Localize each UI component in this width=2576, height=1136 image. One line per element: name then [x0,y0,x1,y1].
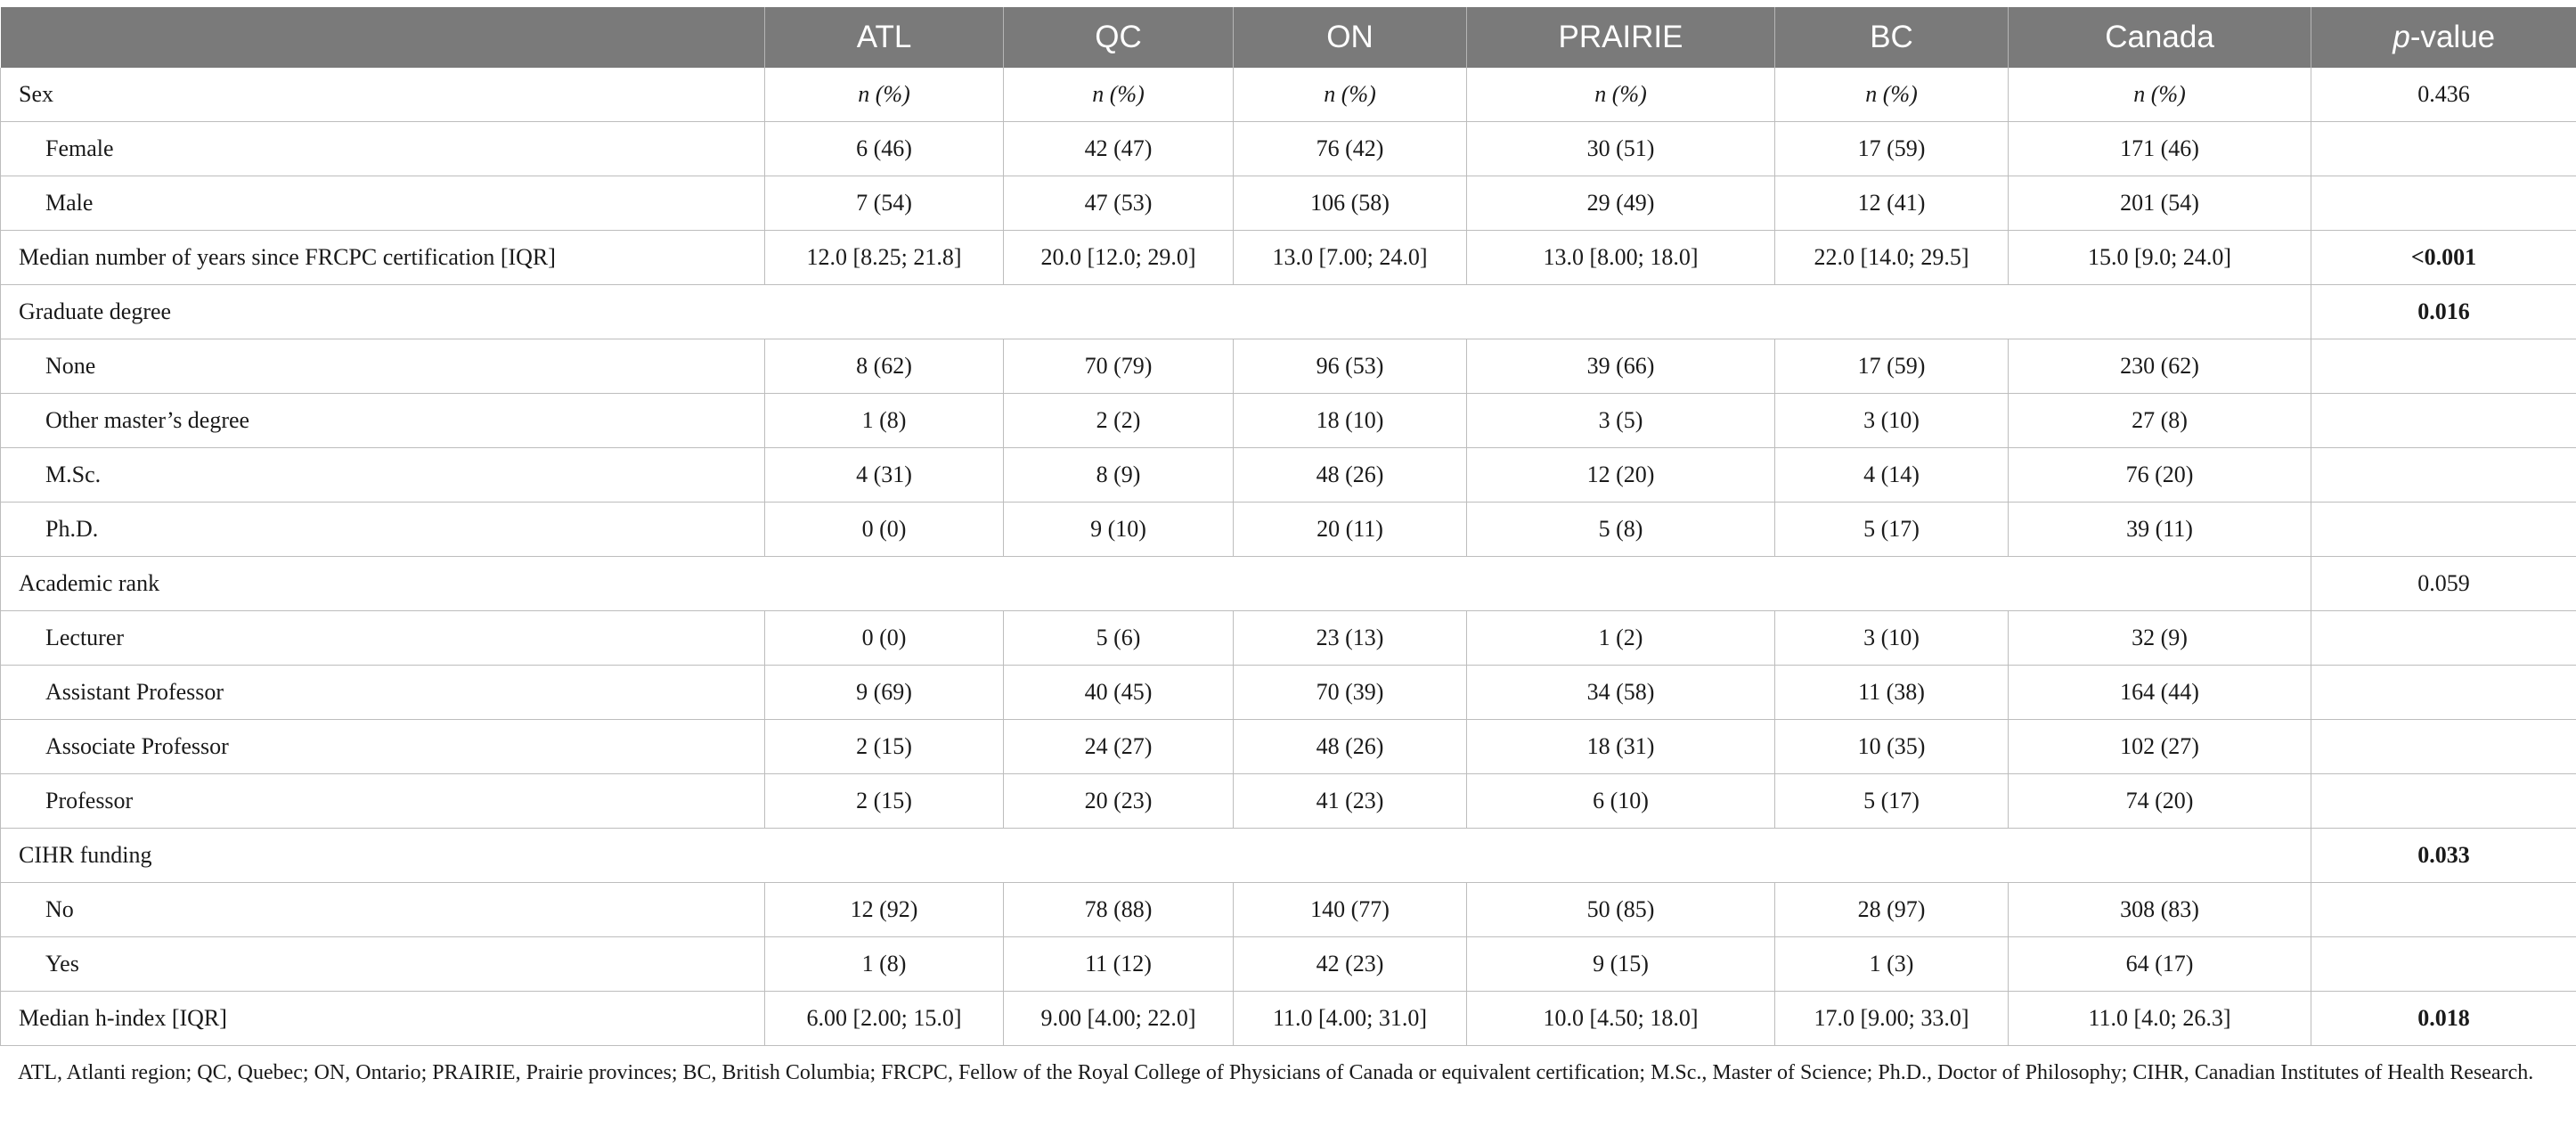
table-cell: n (%) [1775,68,2009,122]
table-row [1,122,2576,176]
table-cell: 4 (14) [1775,448,2009,503]
table-cell: 12.0 [8.25; 21.8] [765,231,1004,285]
row-label: M.Sc. [1,448,765,503]
table-cell: n (%) [2009,68,2311,122]
header-qc: QC [1004,7,1234,68]
table-cell: 164 (44) [2009,666,2311,720]
table-cell: 41 (23) [1234,774,1467,829]
table-cell: 0 (0) [765,611,1004,666]
table-cell: 171 (46) [2009,122,2311,176]
table-row [1,611,2576,666]
table-cell: n (%) [765,68,1004,122]
table-cell: 20 (23) [1004,774,1234,829]
header-canada: Canada [2009,7,2311,68]
table-cell: n (%) [1234,68,1467,122]
table-cell: 5 (17) [1775,503,2009,557]
table-cell: 9 (69) [765,666,1004,720]
row-label: Median number of years since FRCPC certification [IQR] [1,231,765,285]
table-cell: 50 (85) [1467,883,1775,937]
table-cell: 9 (15) [1467,937,1775,992]
row-label: Associate Professor [1,720,765,774]
pvalue-cell [2311,503,2576,557]
table-footnote: ATL, Atlanti region; QC, Quebec; ON, Ontario; PRAIRIE, Prairie provinces; BC, British Columbia; FRCPC, Fellow of the Royal College of Physicians of Canada or equivalent certification; M.Sc., Master of Science; Ph.D., Doctor of Philosophy; CIHR, Canadian Institutes of Health Research. [18,1061,2534,1084]
pvalue-cell [2311,339,2576,394]
table-cell: 5 (6) [1004,611,1234,666]
section-label: CIHR funding [1,829,2311,883]
table-cell: 12 (41) [1775,176,2009,231]
table-cell: 7 (54) [765,176,1004,231]
table-cell: 3 (5) [1467,394,1775,448]
table-cell: 48 (26) [1234,448,1467,503]
section-row [1,557,2576,611]
row-label: No [1,883,765,937]
table-cell: 9.00 [4.00; 22.0] [1004,992,1234,1046]
table-cell: 13.0 [7.00; 24.0] [1234,231,1467,285]
table-cell: 8 (9) [1004,448,1234,503]
table-cell: 70 (39) [1234,666,1467,720]
row-label: Professor [1,774,765,829]
header-pvalue [2311,7,2576,68]
table-row [1,774,2576,829]
table-cell: 1 (3) [1775,937,2009,992]
table-cell: 12 (92) [765,883,1004,937]
table-cell: 18 (10) [1234,394,1467,448]
table-cell: 11.0 [4.00; 31.0] [1234,992,1467,1046]
table-cell: 15.0 [9.0; 24.0] [2009,231,2311,285]
row-label: Median h-index [IQR] [1,992,765,1046]
table-cell: 20 (11) [1234,503,1467,557]
row-label: Female [1,122,765,176]
table-cell: 10.0 [4.50; 18.0] [1467,992,1775,1046]
table-cell: 42 (23) [1234,937,1467,992]
header-pvalue-rest: -value [2409,20,2496,54]
table-cell: 6 (46) [765,122,1004,176]
table-cell: 42 (47) [1004,122,1234,176]
table-row [1,883,2576,937]
table-row [1,68,2576,122]
pvalue-cell: <0.001 [2311,231,2576,285]
table-cell: 106 (58) [1234,176,1467,231]
table-cell: n (%) [1467,68,1775,122]
table-cell: 27 (8) [2009,394,2311,448]
pvalue-cell [2311,448,2576,503]
table-cell: 32 (9) [2009,611,2311,666]
section-row [1,285,2576,339]
table-cell: 102 (27) [2009,720,2311,774]
table-cell: 29 (49) [1467,176,1775,231]
table-cell: 20.0 [12.0; 29.0] [1004,231,1234,285]
table-cell: 8 (62) [765,339,1004,394]
table-cell: 47 (53) [1004,176,1234,231]
table-cell: 34 (58) [1467,666,1775,720]
table-cell: 48 (26) [1234,720,1467,774]
table-cell: n (%) [1004,68,1234,122]
header-row [1,7,2576,68]
table-cell: 1 (2) [1467,611,1775,666]
table-cell: 9 (10) [1004,503,1234,557]
table-row [1,666,2576,720]
table-cell: 22.0 [14.0; 29.5] [1775,231,2009,285]
table-row [1,992,2576,1046]
header-bc: BC [1775,7,2009,68]
table-row [1,231,2576,285]
table-cell: 12 (20) [1467,448,1775,503]
table-cell: 0 (0) [765,503,1004,557]
header-on: ON [1234,7,1467,68]
data-table [0,7,2576,1046]
table-cell: 76 (20) [2009,448,2311,503]
section-label: Graduate degree [1,285,2311,339]
table-cell: 17 (59) [1775,339,2009,394]
header-pvalue-italic: p [2393,20,2410,54]
table-cell: 30 (51) [1467,122,1775,176]
pvalue-cell: 0.033 [2311,829,2576,883]
table-row [1,720,2576,774]
section-row [1,829,2576,883]
table-cell: 17.0 [9.00; 33.0] [1775,992,2009,1046]
row-label: Other master’s degree [1,394,765,448]
table-cell: 64 (17) [2009,937,2311,992]
table-cell: 40 (45) [1004,666,1234,720]
table-cell: 23 (13) [1234,611,1467,666]
table-cell: 1 (8) [765,937,1004,992]
table-cell: 3 (10) [1775,611,2009,666]
pvalue-cell [2311,122,2576,176]
row-label: None [1,339,765,394]
row-label: Assistant Professor [1,666,765,720]
header-label [1,7,765,68]
table-cell: 6 (10) [1467,774,1775,829]
table-cell: 3 (10) [1775,394,2009,448]
header-atl: ATL [765,7,1004,68]
pvalue-cell [2311,720,2576,774]
table-cell: 18 (31) [1467,720,1775,774]
pvalue-cell [2311,611,2576,666]
table-row [1,394,2576,448]
table-row [1,448,2576,503]
pvalue-cell: 0.059 [2311,557,2576,611]
table-cell: 39 (11) [2009,503,2311,557]
table-cell: 2 (15) [765,774,1004,829]
table-cell: 78 (88) [1004,883,1234,937]
table-cell: 6.00 [2.00; 15.0] [765,992,1004,1046]
table-cell: 28 (97) [1775,883,2009,937]
pvalue-cell [2311,666,2576,720]
table-cell: 11.0 [4.0; 26.3] [2009,992,2311,1046]
table-row [1,339,2576,394]
table-cell: 70 (79) [1004,339,1234,394]
pvalue-cell [2311,394,2576,448]
pvalue-cell: 0.436 [2311,68,2576,122]
table-cell: 140 (77) [1234,883,1467,937]
table-cell: 74 (20) [2009,774,2311,829]
row-label: Sex [1,68,765,122]
table-cell: 39 (66) [1467,339,1775,394]
pvalue-cell [2311,176,2576,231]
pvalue-cell: 0.016 [2311,285,2576,339]
table-cell: 17 (59) [1775,122,2009,176]
table-cell: 10 (35) [1775,720,2009,774]
table-cell: 201 (54) [2009,176,2311,231]
section-label: Academic rank [1,557,2311,611]
table-cell: 11 (38) [1775,666,2009,720]
pvalue-cell [2311,774,2576,829]
table-cell: 96 (53) [1234,339,1467,394]
row-label: Lecturer [1,611,765,666]
header-prairie: PRAIRIE [1467,7,1775,68]
table-cell: 11 (12) [1004,937,1234,992]
table-cell: 5 (17) [1775,774,2009,829]
pvalue-cell [2311,883,2576,937]
pvalue-cell [2311,937,2576,992]
table-cell: 2 (15) [765,720,1004,774]
table-cell: 4 (31) [765,448,1004,503]
table-cell: 1 (8) [765,394,1004,448]
table-row [1,503,2576,557]
table-row [1,937,2576,992]
table-cell: 2 (2) [1004,394,1234,448]
row-label: Ph.D. [1,503,765,557]
row-label: Male [1,176,765,231]
table-cell: 76 (42) [1234,122,1467,176]
data-table-container [0,7,2576,1046]
pvalue-cell: 0.018 [2311,992,2576,1046]
table-cell: 230 (62) [2009,339,2311,394]
table-row [1,176,2576,231]
table-cell: 5 (8) [1467,503,1775,557]
table-cell: 308 (83) [2009,883,2311,937]
row-label: Yes [1,937,765,992]
table-cell: 24 (27) [1004,720,1234,774]
table-cell: 13.0 [8.00; 18.0] [1467,231,1775,285]
